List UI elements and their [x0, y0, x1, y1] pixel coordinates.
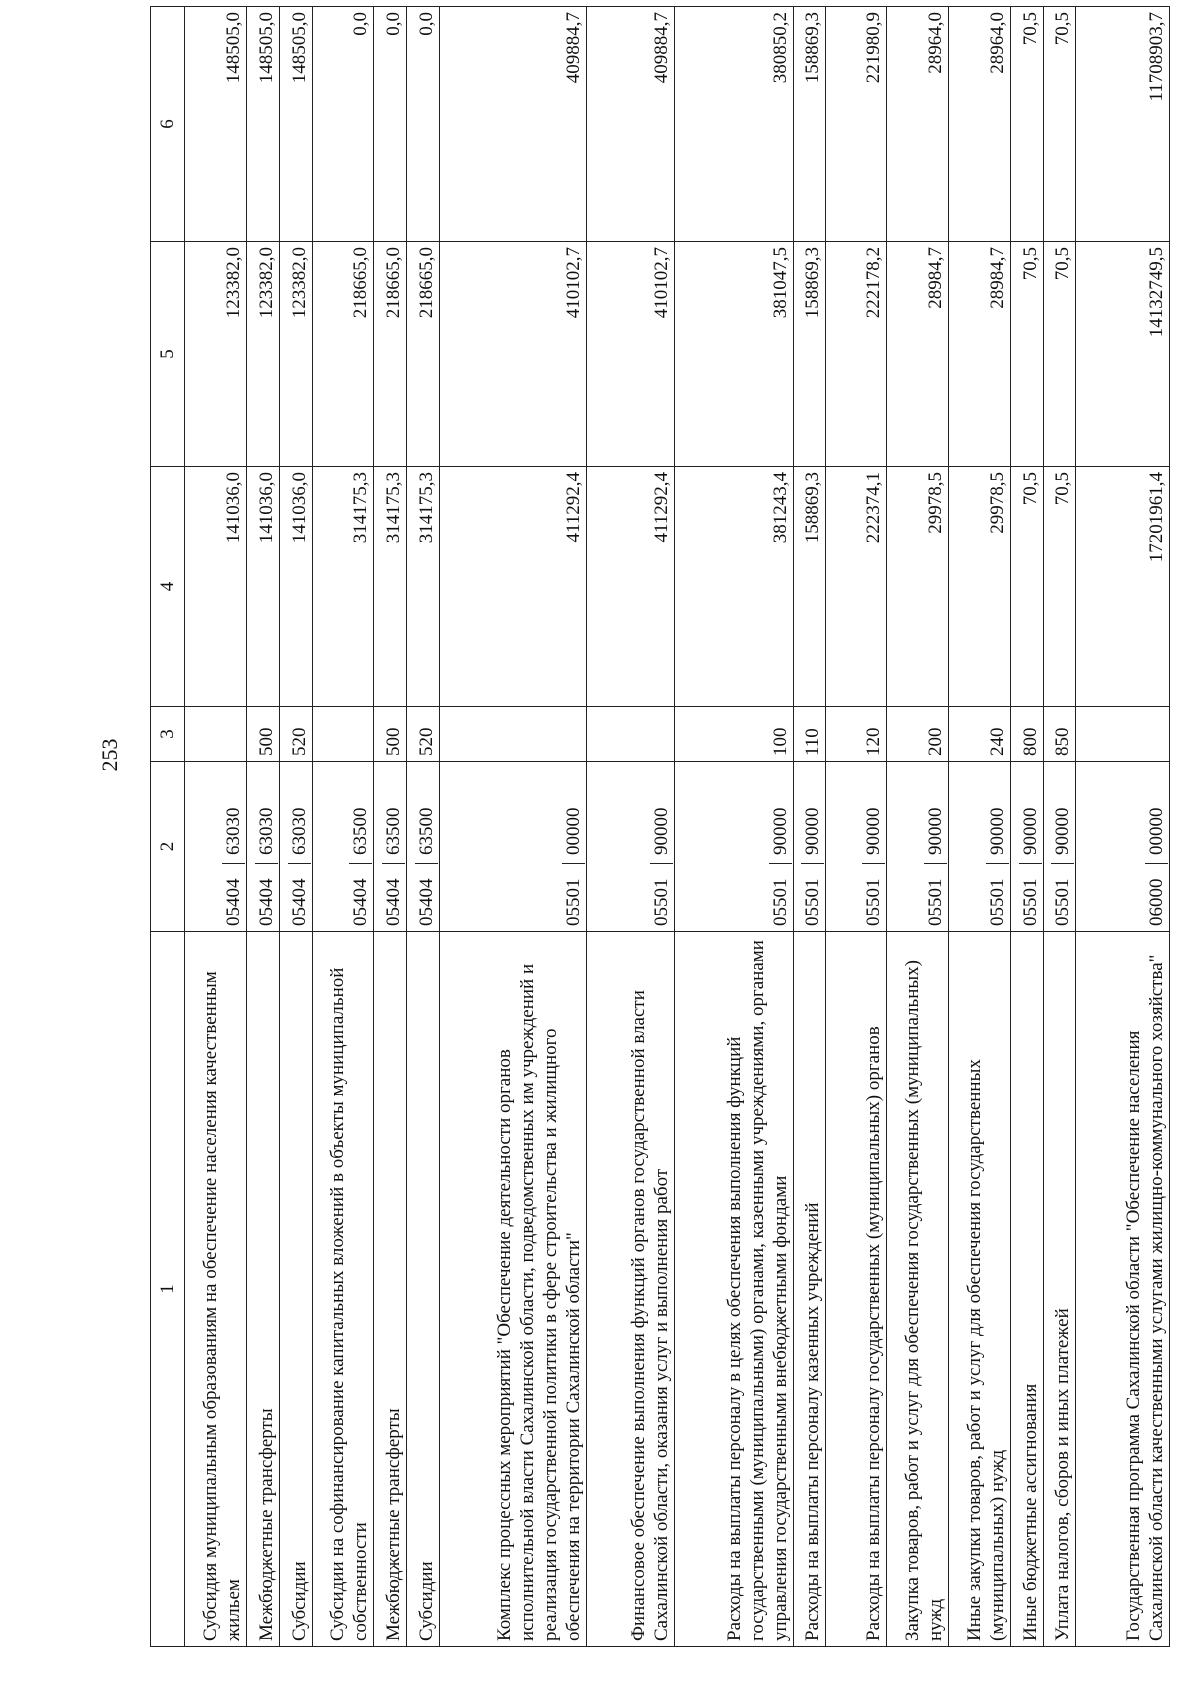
row-code: [826, 762, 887, 932]
row-value-col4: 411292,4: [586, 467, 674, 707]
code-part-b: 63030: [255, 808, 278, 865]
row-name: Субсидии на софинансирование капитальных вложений в объекты муниципальной собственности: [312, 932, 374, 1647]
row-code: [246, 762, 279, 932]
code-part-a: 05501: [1052, 878, 1074, 926]
table-row: [948, 7, 1010, 1647]
row-expense-type: 240: [948, 707, 1010, 762]
row-code: [948, 762, 1010, 932]
row-value-col4: 141036,0: [279, 467, 312, 707]
row-value-col4: 70,5: [1010, 467, 1043, 707]
code-part-a: 05404: [222, 878, 244, 926]
row-name: Государственная программа Сахалинской области "Обеспечение населения Сахалинской области качественными услугами жилищно-коммунального хозяйства": [1076, 932, 1170, 1647]
code-part-b: 63030: [288, 808, 311, 865]
row-value-col6: 148505,0: [279, 7, 312, 242]
table-row: [826, 7, 887, 1647]
row-value-col6: 148505,0: [185, 7, 247, 242]
row-code: [279, 762, 312, 932]
budget-table: [150, 6, 1170, 1647]
row-value-col4: 222374,1: [826, 467, 887, 707]
row-value-col5: 70,5: [1010, 242, 1043, 467]
row-value-col5: 123382,0: [185, 242, 247, 467]
row-value-col5: 218665,0: [312, 242, 374, 467]
code-part-a: 05501: [562, 878, 584, 926]
row-expense-type: [586, 707, 674, 762]
table-row: [374, 7, 407, 1647]
row-code: [674, 762, 793, 932]
row-code: [1010, 762, 1043, 932]
row-value-col5: 28984,7: [887, 242, 949, 467]
row-value-col4: 314175,3: [374, 467, 407, 707]
table-row: [440, 7, 586, 1647]
row-expense-type: [185, 707, 247, 762]
row-value-col6: 0,0: [374, 7, 407, 242]
code-part-b: 90000: [1019, 808, 1042, 865]
row-value-col6: 70,5: [1010, 7, 1043, 242]
row-value-col4: 29978,5: [887, 467, 949, 707]
row-value-col6: 158869,3: [793, 7, 826, 242]
code-part-a: 05501: [1019, 878, 1041, 926]
row-value-col4: 70,5: [1043, 467, 1076, 707]
code-part-a: 06000: [1146, 878, 1167, 926]
row-value-col6: 409884,7: [586, 7, 674, 242]
row-code: [374, 762, 407, 932]
row-name: Финансовое обеспечение выполнения функций органов государственной власти Сахалинской области, оказания услуг и выполнения работ: [586, 932, 674, 1647]
code-part-a: 05404: [350, 878, 372, 926]
rotated-table-container: [150, 7, 1170, 1647]
page-number: 253: [97, 738, 122, 772]
row-expense-type: 520: [279, 707, 312, 762]
row-value-col5: 14132749,5: [1076, 242, 1170, 467]
row-value-col5: 381047,5: [674, 242, 793, 467]
row-name: Иные бюджетные ассигнования: [1010, 932, 1043, 1647]
code-part-a: 05501: [769, 878, 791, 926]
row-value-col4: 381243,4: [674, 467, 793, 707]
row-name: Расходы на выплаты персоналу в целях обеспечения выполнения функций государственными (муниципальными) органами, казенными учреждениями, органами управления государственными внебюджетными фондами: [674, 932, 793, 1647]
row-expense-type: 200: [887, 707, 949, 762]
row-expense-type: 110: [793, 707, 826, 762]
row-name: Закупка товаров, работ и услуг для обеспечения государственных (муниципальных) нужд: [887, 932, 949, 1647]
row-name: Субсидия муниципальным образованиям на обеспечение населения качественным жильем: [185, 932, 247, 1647]
row-value-col5: 410102,7: [440, 242, 586, 467]
row-name: Уплата налогов, сборов и иных платежей: [1043, 932, 1076, 1647]
table-row: [312, 7, 374, 1647]
row-code: [407, 762, 440, 932]
row-value-col6: 221980,9: [826, 7, 887, 242]
header-row: [151, 7, 185, 1647]
code-part-a: 05404: [416, 878, 438, 926]
table-row: [279, 7, 312, 1647]
row-value-col6: 28964,0: [948, 7, 1010, 242]
code-part-b: 00000: [562, 808, 585, 865]
row-value-col4: 141036,0: [246, 467, 279, 707]
row-value-col5: 158869,3: [793, 242, 826, 467]
row-value-col6: 0,0: [407, 7, 440, 242]
row-value-col4: 314175,3: [312, 467, 374, 707]
row-expense-type: [1076, 707, 1170, 762]
row-code: [793, 762, 826, 932]
code-part-b: 90000: [769, 808, 792, 865]
code-part-b: 63500: [415, 808, 438, 865]
row-name: Межбюджетные трансферты: [374, 932, 407, 1647]
row-value-col6: 409884,7: [440, 7, 586, 242]
row-code: [887, 762, 949, 932]
code-part-a: 05501: [986, 878, 1008, 926]
row-value-col6: 0,0: [312, 7, 374, 242]
row-value-col4: 17201961,4: [1076, 467, 1170, 707]
row-expense-type: [440, 707, 586, 762]
code-part-b: 00000: [1145, 808, 1168, 865]
code-part-b: 90000: [801, 808, 824, 865]
row-code: [440, 762, 586, 932]
code-part-a: 05501: [802, 878, 824, 926]
row-expense-type: 800: [1010, 707, 1043, 762]
row-code: [1076, 762, 1170, 932]
row-name: Расходы на выплаты персоналу казенных учреждений: [793, 932, 826, 1647]
row-name: Межбюджетные трансферты: [246, 932, 279, 1647]
row-value-col4: 158869,3: [793, 467, 826, 707]
code-part-a: 05404: [288, 878, 310, 926]
table-row: [246, 7, 279, 1647]
table-row: [586, 7, 674, 1647]
column-header: 6: [151, 7, 185, 242]
row-value-col5: 123382,0: [279, 242, 312, 467]
row-value-col4: 314175,3: [407, 467, 440, 707]
row-expense-type: 120: [826, 707, 887, 762]
column-header: 5: [151, 242, 185, 467]
row-value-col4: 29978,5: [948, 467, 1010, 707]
row-name: Субсидии: [279, 932, 312, 1647]
table-row: [887, 7, 949, 1647]
row-value-col5: 70,5: [1043, 242, 1076, 467]
row-value-col6: 380850,2: [674, 7, 793, 242]
row-code: [185, 762, 247, 932]
code-part-b: 90000: [1051, 808, 1074, 865]
code-part-b: 90000: [986, 808, 1009, 865]
row-code: [1043, 762, 1076, 932]
row-name: Субсидии: [407, 932, 440, 1647]
row-value-col5: 28984,7: [948, 242, 1010, 467]
code-part-b: 90000: [650, 808, 673, 865]
row-code: [586, 762, 674, 932]
row-name: Расходы на выплаты персоналу государственных (муниципальных) органов: [826, 932, 887, 1647]
row-value-col6: 11708903,7: [1076, 7, 1170, 242]
code-part-a: 05501: [863, 878, 885, 926]
table-row: [407, 7, 440, 1647]
column-header: 4: [151, 467, 185, 707]
table-row: [793, 7, 826, 1647]
row-expense-type: [312, 707, 374, 762]
row-value-col5: 218665,0: [374, 242, 407, 467]
row-value-col6: 148505,0: [246, 7, 279, 242]
table-body: [185, 7, 1170, 1647]
row-expense-type: 100: [674, 707, 793, 762]
row-code: [312, 762, 374, 932]
row-value-col5: 222178,2: [826, 242, 887, 467]
table-row: [185, 7, 247, 1647]
row-expense-type: 520: [407, 707, 440, 762]
code-part-b: 90000: [862, 808, 885, 865]
row-value-col4: 411292,4: [440, 467, 586, 707]
row-value-col5: 123382,0: [246, 242, 279, 467]
row-value-col4: 141036,0: [185, 467, 247, 707]
row-value-col6: 28964,0: [887, 7, 949, 242]
table-row: [1076, 7, 1170, 1647]
row-expense-type: 850: [1043, 707, 1076, 762]
column-header: 2: [151, 762, 185, 932]
code-part-a: 05404: [383, 878, 405, 926]
code-part-a: 05501: [650, 878, 672, 926]
table-row: [1010, 7, 1043, 1647]
column-header: 1: [151, 932, 185, 1647]
table-row: [1043, 7, 1076, 1647]
code-part-a: 05404: [255, 878, 277, 926]
table-row: [674, 7, 793, 1647]
row-value-col5: 218665,0: [407, 242, 440, 467]
row-value-col5: 410102,7: [586, 242, 674, 467]
column-header: 3: [151, 707, 185, 762]
code-part-b: 63030: [222, 808, 245, 865]
code-part-b: 90000: [924, 808, 947, 865]
code-part-a: 05501: [924, 878, 946, 926]
code-part-b: 63500: [382, 808, 405, 865]
row-expense-type: 500: [246, 707, 279, 762]
row-name: Комплекс процессных мероприятий "Обеспечение деятельности органов исполнительной власти Сахалинской области, подведомственных им учреждений и реализация государственной политики в сфере строительства и жилищного обеспечения на территории Сахалинской области": [440, 932, 586, 1647]
code-part-b: 63500: [349, 808, 372, 865]
row-expense-type: 500: [374, 707, 407, 762]
row-value-col6: 70,5: [1043, 7, 1076, 242]
row-name: Иные закупки товаров, работ и услуг для обеспечения государственных (муниципальных) нужд: [948, 932, 1010, 1647]
